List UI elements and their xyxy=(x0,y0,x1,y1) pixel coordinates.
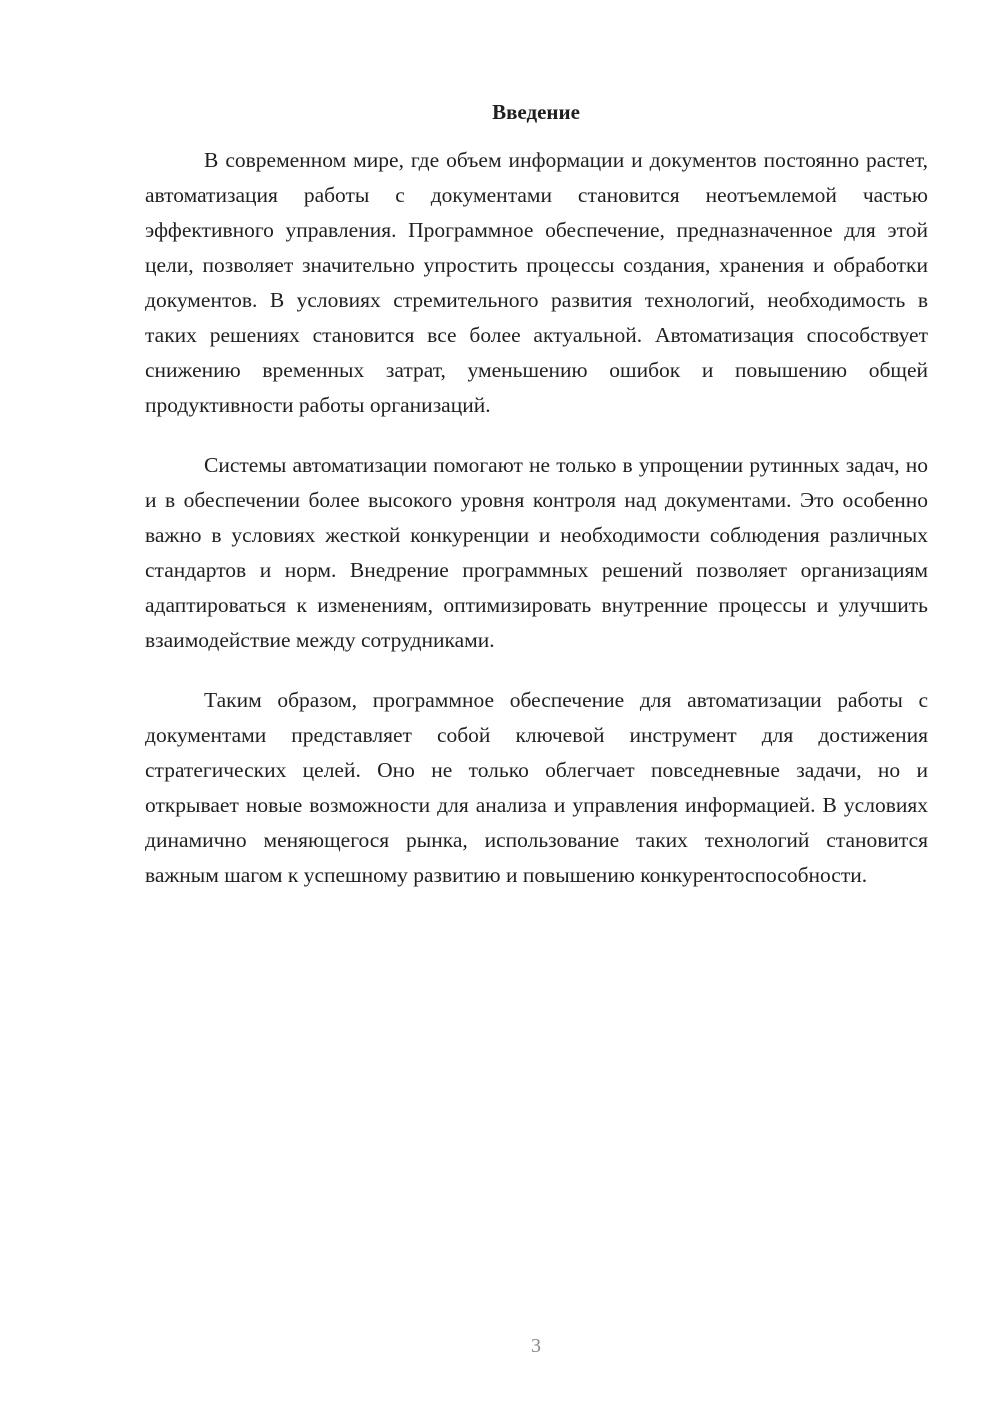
paragraph-2: Системы автоматизации помогают не только в упрощении рутинных задач, но и в обеспечении более высокого уровня контроля над документами. Это особенно важно в условиях жесткой конкуренции и необходимости соблюдения различных стандартов и норм. Внедрение программных решений позволяет организациям адаптироваться к изменениям, оптимизировать внутренние процессы и улучшить взаимодействие между сотрудниками. xyxy=(145,453,928,652)
body-text xyxy=(145,143,928,918)
page-number: 3 xyxy=(531,1335,541,1357)
section-title: Введение xyxy=(492,100,580,124)
paragraph-1: В современном мире, где объем информации и документов постоянно растет, автоматизация работы с документами становится неотъемлемой частью эффективного управления. Программное обеспечение, предназначенное для этой цели, позволяет значительно упростить процессы создания, хранения и обработки документов. В условиях стремительного развития технологий, необходимость в таких решениях становится все более актуальной. Автоматизация способствует снижению временных затрат, уменьшению ошибок и повышению общей продуктивности работы организаций. xyxy=(145,148,928,417)
paragraph-3: Таким образом, программное обеспечение для автоматизации работы с документами представляет собой ключевой инструмент для достижения стратегических целей. Оно не только облегчает повседневные задачи, но и открывает новые возможности для анализа и управления информацией. В условиях динамично меняющегося рынка, использование таких технологий становится важным шагом к успешному развитию и повышению конкурентоспособности. xyxy=(145,688,928,887)
